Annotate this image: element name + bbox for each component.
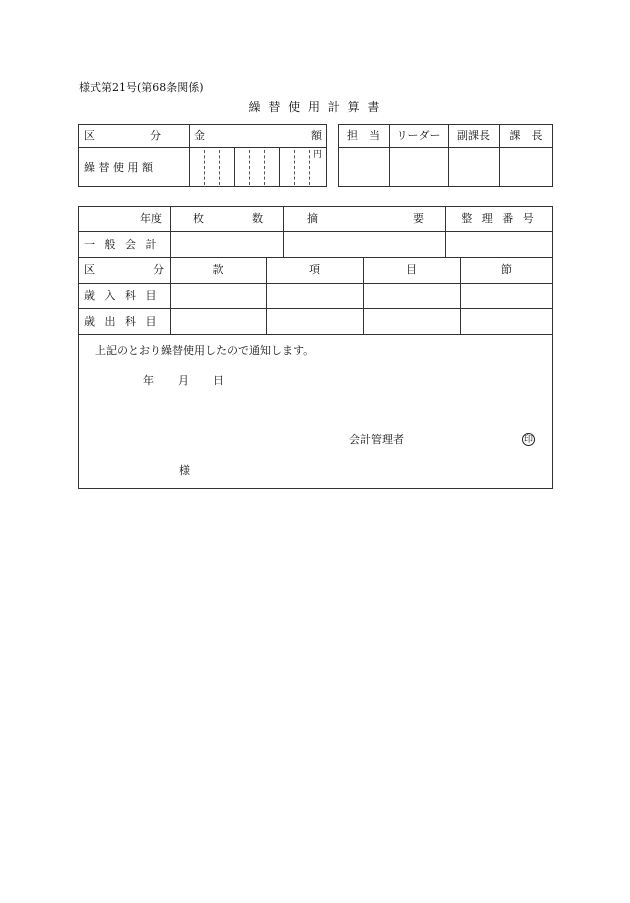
approval-leader: リーダー: [396, 129, 441, 142]
nendo-label: 年度: [140, 212, 162, 225]
date-year: 年: [143, 374, 154, 387]
digit-separator: [264, 150, 265, 185]
digit-separator: [204, 150, 205, 185]
amount-header-right: 額: [311, 129, 322, 142]
approval-fuku-kacho: 副課長: [457, 129, 490, 142]
sainyu-kamoku: 歳 入 科 目: [84, 289, 160, 302]
division-header: 区 分: [84, 129, 161, 142]
notice-text: 上記のとおり繰替使用したので通知します。: [95, 344, 315, 357]
digit-separator: [219, 150, 220, 185]
tekiyo-left: 摘: [307, 212, 318, 225]
kan-header: 款: [212, 263, 224, 276]
kou-header: 項: [309, 263, 320, 276]
sama-label: 様: [179, 464, 190, 477]
ippan-kaikei: 一 般 会 計: [84, 238, 160, 251]
officer-label: 会計管理者: [349, 433, 404, 446]
yen-unit: 円: [313, 150, 323, 160]
seal-mark: 印: [523, 435, 533, 445]
date-day: 日: [213, 374, 224, 387]
amount-header-left: 金: [194, 129, 205, 142]
saishutsu-kamoku: 歳 出 科 目: [84, 315, 160, 328]
moku-header: 目: [406, 263, 417, 276]
kubun-right: 分: [153, 263, 164, 276]
document-title: 繰 替 使 用 計 算 書: [248, 100, 382, 114]
setsu-header: 節: [501, 263, 512, 276]
maisu-left: 枚: [193, 212, 204, 225]
approval-kacho: 課 長: [509, 129, 543, 142]
row-label-kurikae: 繰 替 使 用 額: [84, 161, 153, 174]
approval-tanto: 担 当: [347, 129, 380, 142]
seiri-bango: 整 理 番 号: [461, 212, 537, 225]
form-label: 様式第21号(第68条関係): [79, 81, 204, 94]
digit-separator: [249, 150, 250, 185]
digit-separator: [294, 150, 295, 185]
digit-separator: [309, 150, 310, 185]
tekiyo-right: 要: [413, 212, 424, 225]
maisu-right: 数: [252, 212, 263, 225]
date-month: 月: [178, 374, 189, 387]
kubun-left: 区: [84, 263, 95, 276]
